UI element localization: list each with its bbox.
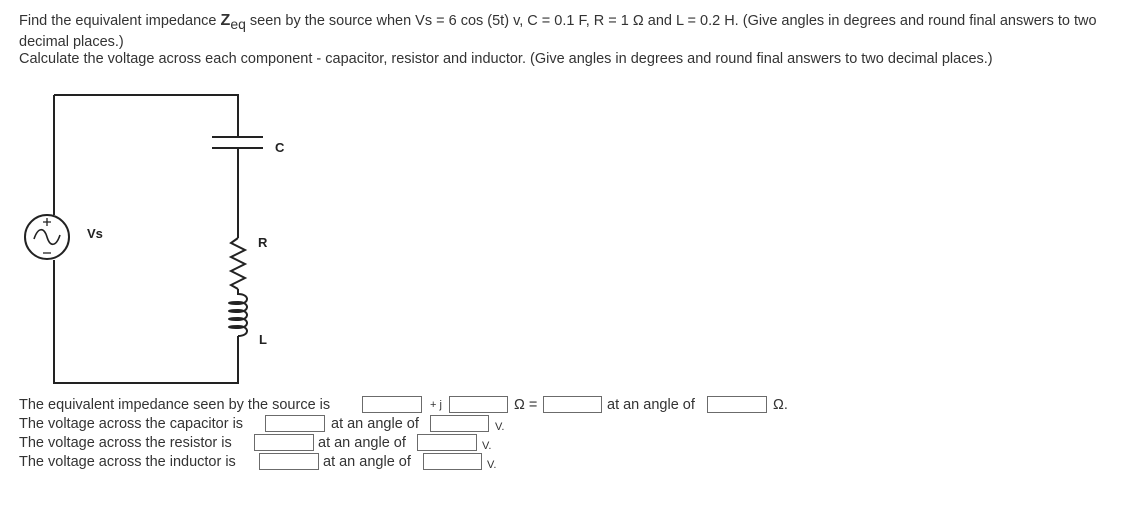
wire-top (54, 95, 238, 137)
capacitor-volt-unit: V. (495, 421, 505, 433)
zeq-symbol: $Z_{eq}$ (220, 12, 246, 32)
question-text (19, 12, 1109, 69)
omega-unit-label: Ω. (773, 397, 788, 413)
inductor-angle-label: at an angle of (323, 454, 411, 470)
capacitor-voltage-magnitude-input[interactable] (265, 415, 325, 432)
capacitor-label: C (275, 140, 285, 155)
inductor-voltage-magnitude-input[interactable] (259, 453, 319, 470)
plus-sign (43, 218, 51, 226)
impedance-magnitude-input[interactable] (543, 396, 602, 413)
resistor-voltage-magnitude-input[interactable] (254, 434, 314, 451)
capacitor-voltage-prefix: The voltage across the capacitor is (19, 416, 244, 432)
inductor-coil (229, 289, 247, 336)
inductor-voltage-angle-input[interactable] (423, 453, 482, 470)
impedance-angle-label: at an angle of (607, 397, 695, 413)
resistor-volt-unit: V. (482, 440, 492, 452)
omega-equals-label: Ω = (514, 397, 538, 413)
impedance-prefix: The equivalent impedance seen by the source is (19, 397, 331, 413)
capacitor-voltage-angle-input[interactable] (430, 415, 489, 432)
wire-left-bottom (54, 260, 238, 383)
impedance-real-input[interactable] (362, 396, 422, 413)
source-label: Vs (87, 226, 103, 241)
impedance-imag-input[interactable] (449, 396, 508, 413)
resistor-voltage-angle-input[interactable] (417, 434, 477, 451)
resistor-zigzag (231, 238, 245, 289)
resistor-angle-label: at an angle of (318, 435, 406, 451)
inductor-volt-unit: V. (487, 459, 497, 471)
capacitor-plates (212, 137, 263, 148)
inductor-voltage-prefix: The voltage across the inductor is (19, 454, 236, 470)
plus-j-label: + j (430, 399, 442, 411)
resistor-voltage-prefix: The voltage across the resistor is (19, 435, 232, 451)
capacitor-angle-label: at an angle of (331, 416, 419, 432)
question-part-1: Find the equivalent impedance $Z_{eq}$ seen by the source when Vs = 6 cos (5t) v, C = 0.1 F, R = 1 Ω and L = 0.2 H. (Give angles in degrees and round final answers to two decimal places.) (19, 12, 1097, 50)
resistor-label: R (258, 235, 268, 250)
question-part-2: Calculate the voltage across each component - capacitor, resistor and inductor. (Give angles in degrees and round final answers to two decimal places.) (19, 51, 993, 67)
impedance-angle-input[interactable] (707, 396, 767, 413)
circuit-diagram (0, 90, 320, 390)
sine-wave-icon (34, 230, 60, 245)
inductor-label: L (259, 332, 267, 347)
